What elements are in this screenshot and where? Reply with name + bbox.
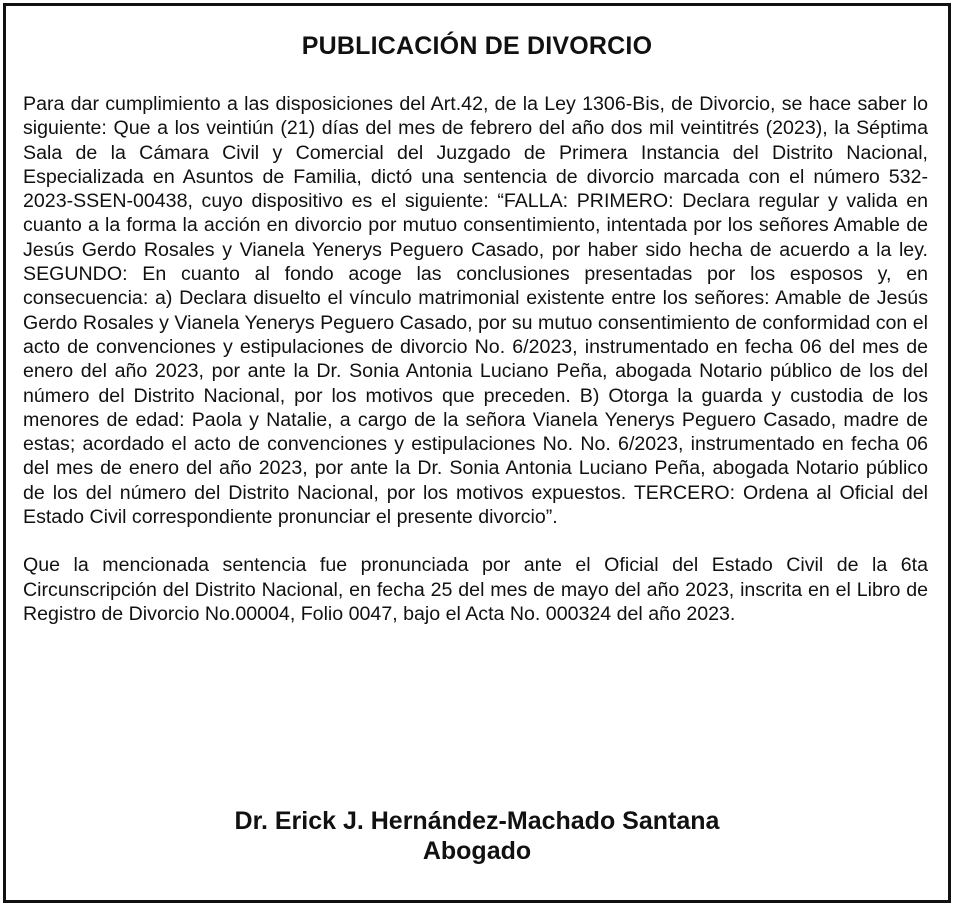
notice-paragraph-ruling: Para dar cumplimiento a las disposiciones del Art.42, de la Ley 1306-Bis, de Divorcio, se hace saber lo siguiente: Que a los veintiún (21) días del mes de febrero del año dos mil veintitrés (2023), la Séptima Sala de la Cámara Civil y Comercial del Juzgado de Primera Instancia del Distrito Nacional, Especializada en Asuntos de Familia, dictó una sentencia de divorcio marcada con el número 532-2023-SSEN-00438, cuyo dispositivo es el siguiente: “FALLA: PRIMERO: Declara regular y valida en cuanto a la forma la acción en divorcio por mutuo consentimiento, intentada por los señores Amable de Jesús Gerdo Rosales y Vianela Yenerys Peguero Casado, por haber sido hecha de acuerdo a la ley. SEGUNDO: En cuanto al fondo acoge las conclusiones presentadas por los esposos y, en consecuencia: a) Declara disuelto el vínculo matrimonial existente entre los señores: Amable de Jesús Gerdo Rosales y Vianela Yenerys Peguero Casado, por su mutuo consentimiento de conformidad con el acto de convenciones y estipulaciones de divorcio No. 6/2023, instrumentado en fecha 06 del mes de enero del año 2023, por ante la Dr. Sonia Antonia Luciano Peña, abogada Notario público de los del número del Distrito Nacional, por los motivos que preceden. B) Otorga la guarda y custodia de los menores de edad: Paola y Natalie, a cargo de la señora Vianela Yenerys Peguero Casado, madre de estas; acordado el acto de convenciones y estipulaciones No. No. 6/2023, instrumentado en fecha 06 del mes de enero del año 2023, por ante la Dr. Sonia Antonia Luciano Peña, abogada Notario público de los del número del Distrito Nacional, por los motivos expuestos. TERCERO: Ordena al Oficial del Estado Civil correspondiente pronunciar el presente divorcio”. xyxy=(23,93,928,529)
notice-title: PUBLICACIÓN DE DIVORCIO xyxy=(301,32,653,60)
notice-body xyxy=(23,92,928,626)
notice-paragraph-registration: Que la mencionada sentencia fue pronunciada por ante el Oficial del Estado Civil de la 6ta Circunscripción del Distrito Nacional, en fecha 25 del mes de mayo del año 2023, inscrita en el Libro de Registro de Divorcio No.00004, Folio 0047, bajo el Acta No. 000324 del año 2023. xyxy=(23,554,928,625)
signature-block xyxy=(6,806,948,866)
signatory-role: Abogado xyxy=(422,837,532,865)
signatory-name: Dr. Erick J. Hernández-Machado Santana xyxy=(234,807,720,835)
notice-border xyxy=(3,3,951,903)
